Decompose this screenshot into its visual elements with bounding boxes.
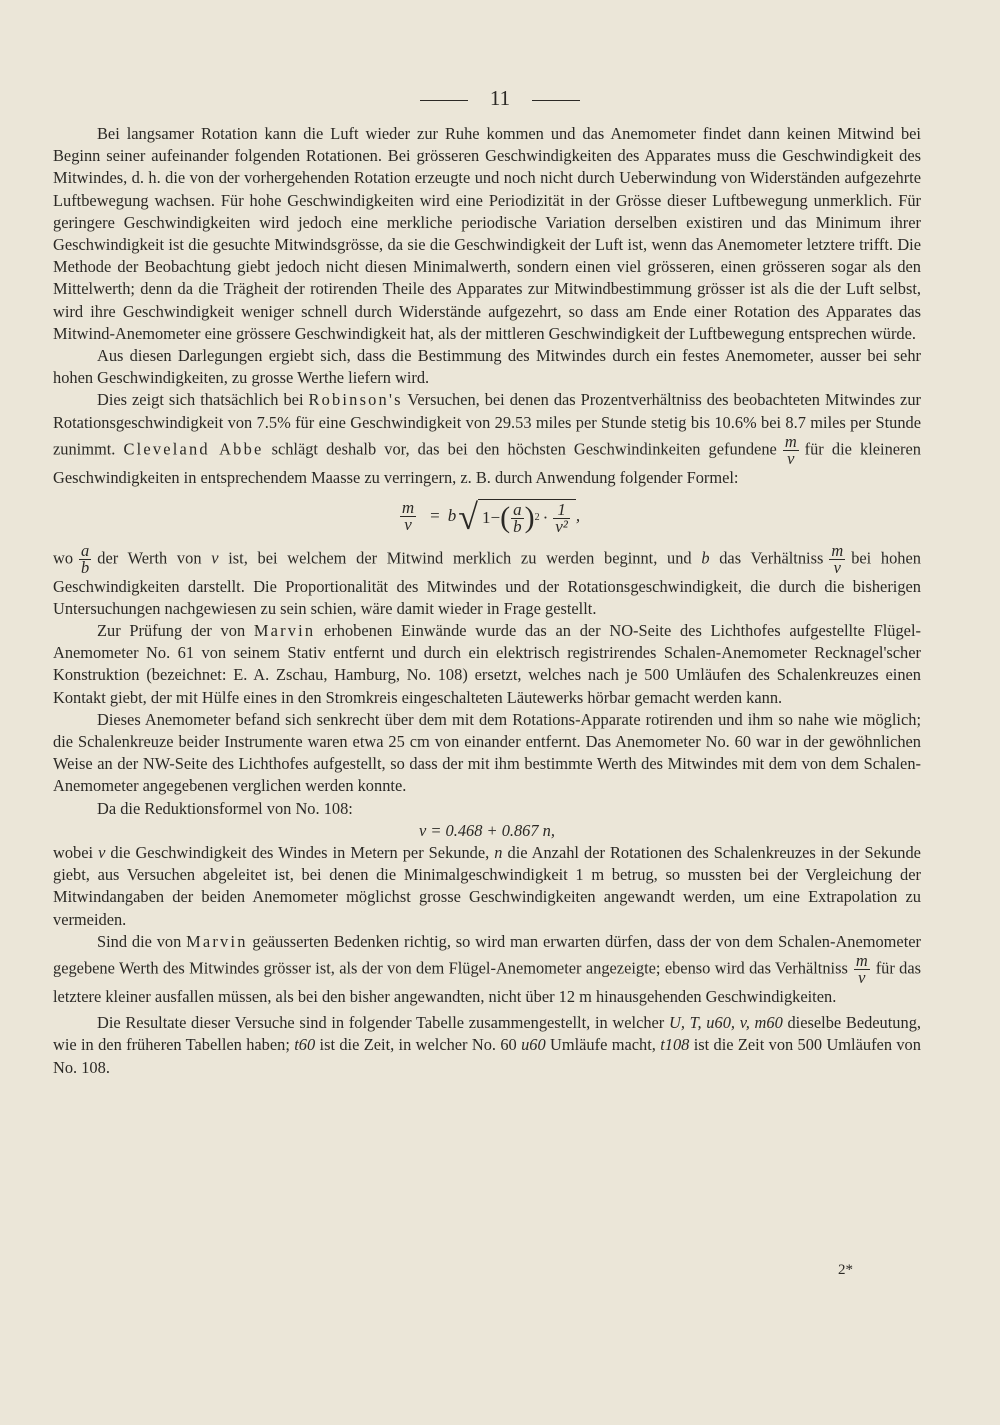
- p3-text-d: für die kleineren Geschwindigkeiten in entsprechendem Maasse zu verringern, z. B. durch Anwendung folgender Formel:: [53, 439, 921, 487]
- formula-coefficient: b: [447, 506, 457, 526]
- p4-text-c: das Verhältniss: [719, 547, 824, 567]
- p8-text-b: die Geschwindigkeit des Windes in Metern per Sekunde,: [110, 842, 490, 862]
- paragraph-2: Aus diesen Darlegungen ergiebt sich, dass die Bestimmung des Mitwindes durch ein festes Anemometer, ausser bei sehr hohen Geschwindigkeiten, zu grosse Werthe liefern wird.: [53, 346, 921, 388]
- page-number: 11: [489, 86, 511, 110]
- p10-text-c: ist die Zeit, in welcher No. 60: [319, 1035, 517, 1055]
- fraction-a-over-b: $\frac{a}{b}$: [81, 540, 90, 577]
- p4-text-a: der Werth von: [97, 547, 202, 567]
- author-robinson: Robinson's: [308, 390, 403, 410]
- p10-text-d: Umläufe macht,: [550, 1035, 656, 1055]
- header-rule-left: [420, 100, 468, 101]
- paragraph-6: Dieses Anemometer befand sich senkrecht über dem mit dem Rotations-Apparate rotirenden und ihm so nahe wie möglich; die Schalenkreuze beider Instrumente waren etwa 25 cm von einander entfernt. Das Anemometer No. 60 war in der gewöhnlichen Weise an der NW-Seite des Lichthofes aufgestellt, so dass der mit ihm bestimmte Werth des Mitwindes mit dem von dem Schalen-Anemometer angegebenen verglichen werden konnte.: [53, 709, 921, 796]
- page-header: [0, 86, 1000, 110]
- paragraph-3: [53, 389, 921, 489]
- formula-one-minus: 1−: [481, 507, 501, 527]
- formula-inner-frac: $\frac{a}{b}$: [513, 499, 522, 536]
- formula-comma: ,: [575, 506, 581, 526]
- p10-text-b: dieselbe Bedeutung, wie in den früheren Tabellen haben;: [53, 1013, 921, 1055]
- p4-var-v: v: [211, 547, 219, 567]
- paragraph-1: Bei langsamer Rotation kann die Luft wieder zur Ruhe kommen und das Anemometer findet dann keinen Mitwind bei Beginn seiner aufeinander folgenden Rotationen. Bei grösseren Geschwindigkeiten des Apparates muss die Geschwindigkeit des Mitwindes, d. h. die von der vorhergehenden Rotation erzeugte und noch nicht durch Ueberwindung von Widerständen aufgezehrte Luftbewegung wachsen. Für hohe Geschwindigkeiten wird eine Periodizität in der Grösse dieser Luftbewegung unmerklich. Für geringere Geschwindigkeiten wird jedoch eine merkliche periodische Variation derselben existiren und das Minimum ihrer Geschwindigkeit ist die gesuchte Mitwindsgrösse, da sie die Geschwindigkeit der Luft ist, wenn das Anemometer letztere trifft. Die Methode der Beobachtung giebt jedoch nicht diesen Minimalwerth, sondern einen viel grösseren, einen grösseren sogar als den Mittelwerth; denn da die Trägheit der rotirenden Theile des Apparates zur Mitwindbestimmung grösser ist als die der Luft selbst, wird ihre Geschwindigkeit weniger schnell durch Widerstände aufgezehrt, so dass am Ende einer Rotation des Apparates das Mitwind-Anemometer eine grössere Geschwindigkeit hat, als der mittleren Geschwindigkeit der Luftbewegung entsprechen würde.: [53, 124, 921, 343]
- formula-dot: ·: [542, 507, 549, 527]
- p4-text-d: bei hohen Geschwindigkeiten darstellt. Die Proportionalität des Mitwindes und der Rotationsgeschwindigkeit, die durch die bisherigen Untersuchungen nachgewiesen zu sein schien, wäre damit wieder in Frage gestellt.: [53, 547, 921, 618]
- fraction-m-over-v: $\frac{m}{v}$: [784, 431, 797, 468]
- formula-equals: =: [430, 506, 440, 526]
- formula-exponent: 2: [534, 511, 540, 523]
- p3-text-c: schlägt deshalb vor, das bei den höchsten Geschwindinkeiten gefundene: [271, 439, 777, 459]
- p8-var-v: v: [98, 842, 106, 862]
- author-marvin: Marvin: [253, 620, 316, 640]
- p9-text-c: für das letztere kleiner ausfallen müssen, als bei den bisher angewandten, nicht über 12 m hinausgehenden Geschwindigkeiten.: [53, 958, 922, 1006]
- paragraph-4: [53, 540, 921, 620]
- p8-text-a: wobei: [53, 842, 94, 862]
- fraction-m-over-v-2: $\frac{m}{v}$: [831, 540, 844, 577]
- p3-text-b: Versuchen, bei denen das Prozentverhältniss des beobachteten Mitwindes zur Rotationsgeschwindigkeit von 7.5% für eine Geschwindigkeit von 29.53 miles per Stunde stetig bis 10.6% bei 8.7 miles per Stunde zunimmt.: [53, 390, 921, 459]
- paragraph-10: [53, 1012, 921, 1079]
- paragraph-9: [53, 931, 921, 1008]
- p9-text-a: Sind die von: [97, 931, 182, 951]
- p5-text-b: erhobenen Einwände wurde das an der NO-Seite des Lichthofes aufgestellte Flügel-Anemometer No. 61 von seinem Stativ entfernt und durch ein elektrisch registrirendes Schalen-Anemometer Recknagel'scher Konstruktion (bezeichnet: E. A. Zschau, Hamburg, No. 108) ersetzt, welches nach je 500 Umläufen des Schalenkreuzes einen Kontakt giebt, der mit Hülfe eines in den Stromkreis eingeschalteten Läutewerks hörbar gemacht werden kann.: [53, 620, 921, 707]
- signature-mark: 2*: [838, 1262, 853, 1278]
- p5-text-a: Zur Prüfung der von: [97, 620, 246, 640]
- paragraph-8: [53, 842, 921, 931]
- formula-lhs: $\frac{m}{v}$: [401, 498, 415, 535]
- p8-text-c: die Anzahl der Rotationen des Schalenkreuzes in der Sekunde giebt, aus Versuchen abgeleitet ist, bei denen die Minimalgeschwindigkeit 1 m betrug, so mussten bei der Vergleichung der Mitwindangaben der beiden Anemometer möglichst grosse Geschwindigkeiten angewandt werden, um eine Extrapolation zu vermeiden.: [53, 842, 921, 929]
- p4-text-b: ist, bei welchem der Mitwind merklich zu werden beginnt, und: [228, 547, 692, 567]
- author-marvin-2: Marvin: [186, 931, 248, 951]
- p10-var-u60: u60: [521, 1035, 546, 1055]
- equation-reduction: v = 0.468 + 0.867 n,: [419, 820, 555, 840]
- fraction-m-over-v-3: $\frac{m}{v}$: [855, 951, 868, 987]
- paragraph-7: Da die Reduktionsformel von No. 108:: [97, 798, 353, 818]
- p4-var-b: b: [701, 547, 710, 567]
- p8-var-n: n: [494, 842, 503, 862]
- p10-text-a: Die Resultate dieser Versuche sind in folgender Tabelle zusammengestellt, in welcher: [97, 1013, 665, 1033]
- header-rule-right: [532, 100, 580, 101]
- p4-wo: wo: [53, 547, 74, 567]
- formula-one-over-v2: $\frac{1}{\text{v²}}$: [555, 499, 568, 536]
- author-cleveland-abbe: Cleveland Abbe: [123, 439, 264, 459]
- body-text: [53, 123, 921, 1079]
- p3-text-a: Dies zeigt sich thatsächlich bei: [97, 390, 304, 410]
- paragraph-5: [53, 620, 921, 709]
- p10-var-t108: t108: [660, 1035, 690, 1055]
- p10-text-e: ist die Zeit von 500 Umläufen von No. 108.: [53, 1035, 921, 1077]
- p9-text-b: geäusserten Bedenken richtig, so wird man erwarten dürfen, dass der von dem Schalen-Anemometer gegebene Werth des Mitwindes grösser ist, als der von dem Flügel-Anemometer angezeigte; ebenso wird das Verhältniss: [53, 931, 921, 978]
- formula-cleveland-abbe: [53, 497, 921, 535]
- formula-sqrt: √ 1− ( $\frac{a}{b}$ ) 2 · $\frac{1}{\text{v²}}$: [458, 499, 576, 535]
- p10-vars: U, T, u60, v, m60: [668, 1013, 783, 1033]
- p10-var-t60: t60: [294, 1035, 316, 1055]
